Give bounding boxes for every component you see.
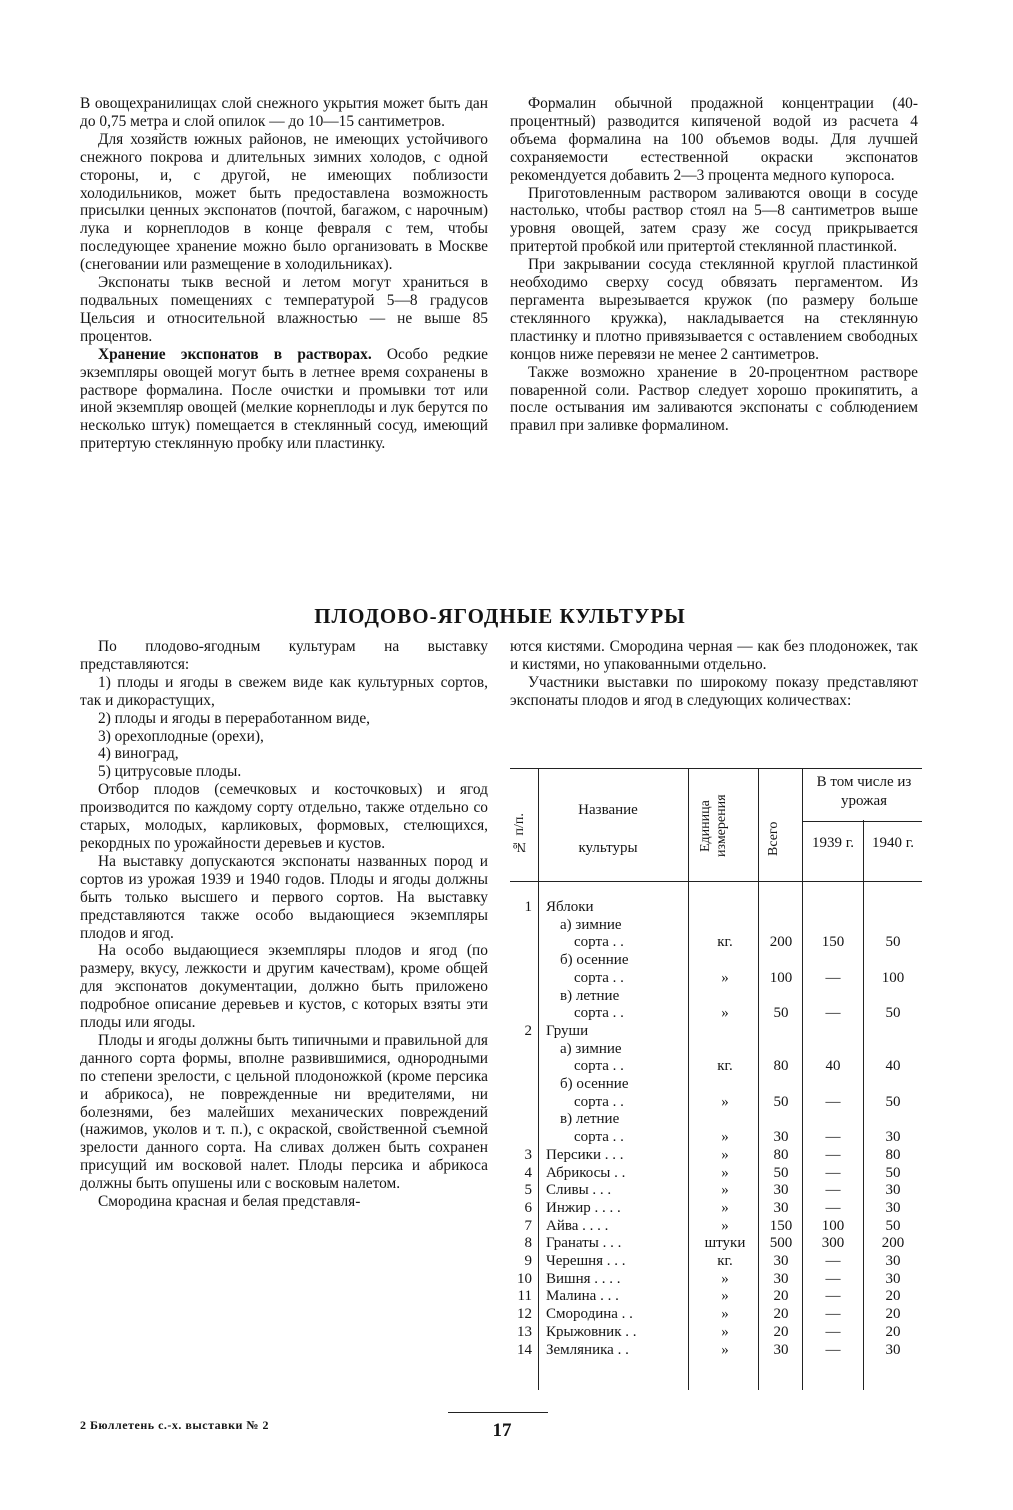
cell-name: сорта . . [574,1005,624,1022]
cell-name: Крыжовник . . [546,1323,637,1340]
cell-unit: » [721,1306,729,1323]
table-row [510,1341,922,1359]
table-row [510,987,922,1005]
paragraph: Формалин обычной продажной концентрации (40-процентный) разводится кипяченой водой из расчета 4 объема формалина на 100 объемов воды. Для лучшей сохраняемости естественной окраски экспонатов рекомендуется добавить 2—3 процента медного купороса. [510,95,918,184]
table-row [510,1128,922,1146]
cell-1939: 40 [825,1058,841,1075]
cell-1939: — [825,1146,841,1163]
cell-total: 500 [769,1235,793,1252]
cell-num: 4 [524,1164,532,1181]
cell-unit: » [721,1199,729,1216]
cell-num: 10 [517,1270,532,1287]
table-row [510,1093,922,1111]
table-row [510,933,922,951]
page-number: 17 [492,1420,512,1441]
header-name-line: Название [578,802,638,818]
cell-name: в) летние [560,1111,620,1128]
cell-unit: штуки [704,1235,746,1252]
cell-num: 6 [524,1199,532,1216]
cell-name: б) осенние [560,1076,629,1092]
cell-name: Вишня . . . . [546,1270,621,1287]
cell-total: 20 [773,1288,789,1305]
table-row [510,1287,922,1305]
header-name [540,791,676,867]
cell-1940: 100 [881,969,905,986]
cell-name: а) зимние [560,916,622,933]
list-item: 2) плоды и ягоды в переработанном виде, [98,709,370,727]
table-row [510,1110,922,1128]
cell-1939: — [825,1129,841,1146]
cell-1940: 30 [885,1253,901,1269]
cell-1940: 50 [885,1093,901,1110]
header-num: № п/п. [512,813,527,855]
cell-unit: » [721,1164,729,1181]
table-row [510,1323,922,1341]
footer-publication: 2 Бюллетень с.-х. выставки № 2 [80,1418,269,1432]
cell-total: 30 [773,1270,789,1287]
cell-1940: 40 [885,1058,901,1075]
cell-name: а) зимние [560,1040,622,1057]
header-1939: 1939 г. [812,835,854,851]
cell-num: 1 [524,899,532,915]
table-row [510,1270,922,1288]
cell-unit: » [721,1217,729,1234]
cell-name: в) летние [560,987,620,1004]
table-row [510,1075,922,1093]
header-harvest: В том числе из урожая [816,774,912,809]
cell-num: 8 [524,1235,532,1252]
cell-name: сорта . . [574,1058,624,1075]
cell-unit: » [721,969,729,986]
section-title: ПЛОДОВО-ЯГОДНЫЕ КУЛЬТУРЫ [314,604,686,628]
cell-1940: 30 [885,1182,901,1199]
cell-1940: 200 [881,1235,905,1252]
paragraph: Отбор плодов (семечковых и косточковых) и ягод производится по каждому сорту отдельно, также отдельно со старых, молодых, карликовых, формовых, стелющихся, рекордных по урожайности деревьев и кустов. [80,781,488,852]
cell-total: 30 [773,1199,789,1216]
cell-1940: 30 [885,1129,901,1146]
cell-1939: 300 [821,1235,845,1252]
text-column-4 [510,638,918,710]
cell-unit: » [721,1129,729,1146]
table-row [510,1040,922,1058]
cell-1940: 50 [885,1217,901,1234]
fruit-quantity-table [510,768,922,1390]
footer-rule [448,1412,548,1413]
cell-1940: 50 [885,1164,901,1181]
table-row [510,1252,922,1270]
cell-1939: — [825,969,841,986]
cell-num: 11 [517,1288,532,1305]
cell-name: Персики . . . [546,1146,624,1163]
cell-1940: 20 [885,1288,901,1305]
table-row [510,898,922,916]
cell-num: 5 [524,1182,532,1199]
text-column-3 [80,638,488,1211]
cell-1940: 30 [885,1199,901,1216]
cell-total: 100 [769,969,793,986]
header-total: Всего [766,821,781,857]
table-row [510,951,922,969]
cell-name: б) осенние [560,952,629,969]
cell-1939: 150 [821,934,845,951]
table-row [510,1305,922,1323]
table-header [510,768,922,882]
cell-num: 9 [524,1253,532,1269]
cell-num: 12 [517,1306,532,1323]
paragraph [80,346,488,453]
paragraph-text: Особо редкие экземпляры овощей могут быть в летнее время сохранены в растворе формалина. После очистки и промывки тот или иной экземпляр овощей (мелкие корнеплоды и лук берутся по несколько штук) помещается в стеклянный сосуд, имеющий притертую стеклянную пробку или пластинку. [80,345,489,453]
cell-unit: » [721,1146,729,1163]
table-row [510,1164,922,1182]
paragraph: Экспонаты тыкв весной и летом могут храниться в подвальных помещениях с температурой 5—8 градусов Цельсия и относительной влажностью — не выше 85 процентов. [80,274,488,345]
cell-1940: 50 [885,934,901,951]
table-row [510,1181,922,1199]
header-divider [802,821,922,822]
cell-name: Груши [546,1022,589,1039]
cell-1940: 20 [885,1323,901,1340]
cell-1940: 30 [885,1270,901,1287]
paragraph: На выставку допускаются экспонаты названных пород и сортов из урожая 1939 и 1940 годов. Плоды и ягоды должны быть только высшего и первого сортов. На выставку представляются также особо выдающиеся экземпляры плодов и ягод. [80,852,488,942]
paragraph: Плоды и ягоды должны быть типичными и правильной для данного сорта формы, вполне развившимися, однородными по степени зрелости, с цельной плодоножкой (кроме персика и абрикоса), не поврежденные ни вредителями, ни болезнями, без малейших механических повреждений (нажимов, уколов и т. п.), с окраской, свойственной съемной зрелости данного сорта. На сливах должен быть сохранен присущий им восковой налет. Плоды персика и абрикоса должны быть опушены или с восковым налетом. [80,1031,488,1193]
cell-name: Гранаты . . . [546,1235,622,1252]
cell-name: сорта . . [574,934,624,951]
table-row [510,1146,922,1164]
list-item: 1) плоды и ягоды в свежем виде как культурных сортов, так и дикорастущих, [80,673,488,709]
cell-total: 80 [773,1146,789,1163]
cell-total: 150 [769,1217,793,1234]
cell-total: 30 [773,1341,789,1358]
subheading: Хранение экспонатов в растворах. [98,345,372,363]
paragraph: В овощехранилищах слой снежного укрытия может быть дан до 0,75 метра и слой опилок — до 10—15 сантиметров. [80,95,488,130]
list-item: 4) виноград, [98,745,179,763]
cell-unit: » [721,1182,729,1199]
table-row [510,916,922,934]
paragraph: Смородина красная и белая представля- [98,1193,361,1211]
paragraph: Приготовленным раствором заливаются овощи в сосуде настолько, чтобы раствор стоял на 5—8 сантиметров выше уровня овощей, затем сразу же сосуд прикрывается притертой пробкой или притертой стеклянной пластинкой. [510,184,918,256]
cell-name: Смородина . . [546,1306,633,1323]
cell-1939: — [825,1253,841,1269]
cell-num: 3 [524,1146,532,1163]
cell-total: 50 [773,1164,789,1181]
cell-total: 80 [773,1058,789,1075]
cell-1939: — [825,1270,841,1287]
table-row [510,1022,922,1040]
cell-1939: — [825,1306,841,1323]
cell-unit: кг. [717,1253,733,1269]
cell-1940: 50 [885,1005,901,1022]
cell-num: 7 [524,1217,532,1234]
cell-name: Айва . . . . [546,1217,609,1234]
cell-1939: — [825,1005,841,1022]
cell-total: 30 [773,1129,789,1146]
cell-total: 200 [769,934,793,951]
cell-name: Яблоки [546,899,594,915]
cell-name: Абрикосы . . [546,1164,626,1181]
header-unit: Единица измерения [698,794,729,858]
cell-unit: кг. [717,1058,733,1075]
cell-1939: — [825,1182,841,1199]
cell-unit: » [721,1005,729,1022]
list-item: 3) орехоплодные (орехи), [98,727,264,745]
cell-num: 2 [524,1022,532,1039]
cell-num: 13 [517,1323,532,1340]
text-column-1 [80,95,488,453]
cell-unit: кг. [717,934,733,951]
cell-1939: — [825,1093,841,1110]
table-row [510,1217,922,1235]
cell-name: Черешня . . . [546,1253,626,1269]
cell-unit: » [721,1323,729,1340]
cell-unit: » [721,1093,729,1110]
cell-name: Инжир . . . . [546,1199,621,1216]
list-item: 5) цитрусовые плоды. [98,763,242,781]
cell-name: Сливы . . . [546,1182,612,1199]
paragraph: Также возможно хранение в 20-процентном растворе поваренной соли. Раствор следует хорошо прокипятить, а после остывания им заливаются экспонаты с соблюдением правил при заливке формалином. [510,363,918,435]
cell-name: Малина . . . [546,1288,619,1305]
cell-unit: » [721,1341,729,1358]
cell-total: 50 [773,1005,789,1022]
cell-total: 30 [773,1253,789,1269]
cell-total: 30 [773,1182,789,1199]
cell-1939: — [825,1341,841,1358]
cell-total: 20 [773,1323,789,1340]
cell-1939: — [825,1323,841,1340]
table-row [510,1057,922,1075]
paragraph: На особо выдающиеся экземпляры плодов и ягод (по размеру, вкусу, лежкости и другим качествам), кроме общей для экспонатов документации, должно быть приложено подробное описание деревьев и кустов, с которых взяты эти плоды или ягоды. [80,942,488,1032]
cell-1940: 20 [885,1306,901,1323]
paragraph: По плодово-ягодным культурам на выставку представляются: [80,638,488,673]
cell-1939: — [825,1288,841,1305]
text-column-2 [510,95,918,435]
cell-name: сорта . . [574,1093,624,1110]
cell-1940: 80 [885,1146,901,1163]
table-row [510,969,922,987]
table-row [510,1234,922,1252]
paragraph: Участники выставки по широкому показу представляют экспонаты плодов и ягод в следующих количествах: [510,673,918,709]
table-row [510,1004,922,1022]
cell-name: Земляника . . [546,1341,629,1358]
paragraph: ются кистями. Смородина черная — как без плодоножек, так и кистями, но упакованными отдельно. [510,638,918,673]
header-1940: 1940 г. [872,835,914,851]
cell-name: сорта . . [574,1129,624,1146]
cell-1939: — [825,1164,841,1181]
cell-total: 20 [773,1306,789,1323]
cell-1939: — [825,1199,841,1216]
paragraph: При закрывании сосуда стеклянной круглой пластинкой необходимо сверху сосуд обвязать пергаментом. Из пергамента вырезывается кружок (по размеру больше стеклянного кружка), накладывается на стеклянную пластинку и плотно привязывается с оставлением свободных концов ниже перевязи не менее 2 сантиметров. [510,256,918,363]
cell-unit: » [721,1288,729,1305]
paragraph: Для хозяйств южных районов, не имеющих устойчивого снежного покрова и длительных зимних холодов, с одной стороны, и, с другой, не имеющих поблизости холодильников, может быть предоставлена возможность присылки ценных экспонатов (почтой, багажом, с нарочным) лука и корнеплодов в конце февраля с тем, чтобы последующее хранение можно было организовать в Москве (снеговании или размещение в холодильниках). [80,130,488,274]
cell-name: сорта . . [574,969,624,986]
cell-num: 14 [517,1341,532,1358]
cell-unit: » [721,1270,729,1287]
cell-1939: 100 [821,1217,845,1234]
header-name-line: культуры [578,840,638,856]
table-row [510,1199,922,1217]
cell-total: 50 [773,1093,789,1110]
cell-1940: 30 [885,1341,901,1358]
